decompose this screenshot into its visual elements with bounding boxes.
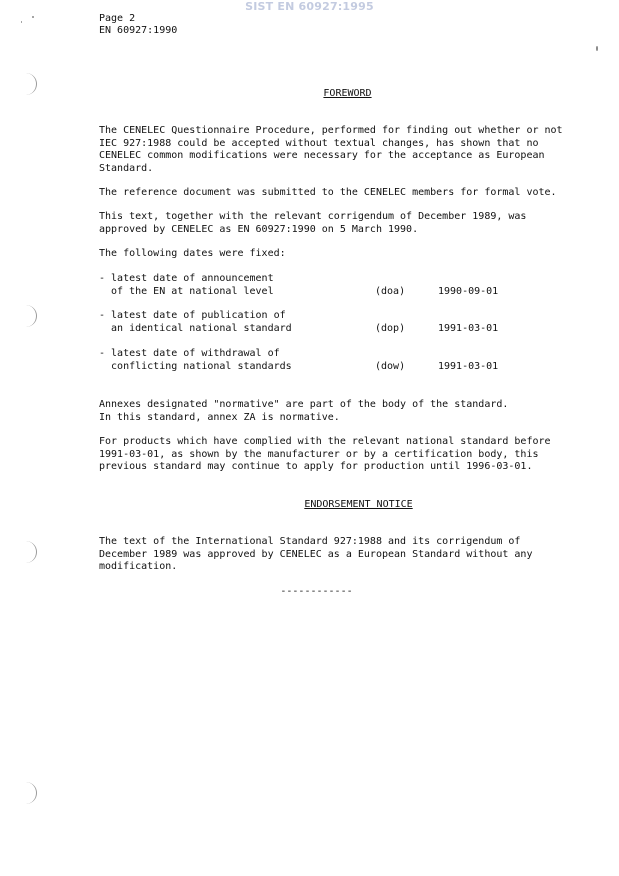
date-value: 1991-03-01 [438, 323, 499, 334]
punch-hole-mark [26, 782, 37, 804]
foreword-heading: FOREWORD [323, 88, 372, 99]
punch-hole-mark [26, 541, 37, 563]
punch-hole-mark [26, 305, 37, 327]
document-reference: EN 60927:1990 [99, 25, 178, 36]
date-item-label: of the EN at national level [99, 286, 274, 297]
watermark: SIST EN 60927:1995 [245, 0, 374, 13]
date-item-dop [99, 310, 559, 336]
date-item-label: - latest date of withdrawal of [99, 348, 280, 359]
foreword-paragraph-reference: The reference document was submitted to the CENELEC members for formal vote. [99, 187, 557, 198]
foreword-paragraph-dates-intro: The following dates were fixed: [99, 248, 286, 259]
foreword-paragraph-approval: This text, together with the relevant corrigendum of December 1989, was approved by CENELEC as EN 60927:1990 on 5 March 1990. [99, 211, 527, 235]
date-item-dow [99, 348, 559, 374]
date-item-label: - latest date of announcement [99, 273, 274, 284]
scan-speck [32, 16, 34, 18]
endorsement-heading: ENDORSEMENT NOTICE [304, 499, 413, 510]
date-item-doa [99, 273, 559, 299]
date-item-label: an identical national standard [99, 323, 292, 334]
date-code: (dop) [375, 323, 406, 334]
date-code: (dow) [375, 361, 406, 372]
end-rule: ------------ [280, 586, 353, 597]
scan-speck [21, 21, 22, 23]
date-value: 1990-09-01 [438, 286, 499, 297]
endorsement-paragraph: The text of the International Standard 927:1988 and its corrigendum of December 1989 was approved by CENELEC as a European Standard without any modification. [99, 536, 533, 572]
punch-hole-mark [26, 73, 37, 95]
scan-speck [596, 46, 598, 51]
foreword-paragraph-questionnaire: The CENELEC Questionnaire Procedure, performed for finding out whether or not IEC 927:1988 could be accepted without textual changes, has shown that no CENELEC common modifications were necessary for the acceptance as European Standard. [99, 125, 563, 174]
foreword-paragraph-transition: For products which have complied with the relevant national standard before 1991-03-01, as shown by the manufacturer or by a certification body, this previous standard may continue to apply for production until 1996-03-01. [99, 436, 551, 472]
date-value: 1991-03-01 [438, 361, 499, 372]
page-number: Page 2 [99, 13, 136, 24]
date-code: (doa) [375, 286, 406, 297]
foreword-paragraph-annexes: Annexes designated "normative" are part of the body of the standard. In this standard, annex ZA is normative. [99, 399, 509, 423]
date-item-label: conflicting national standards [99, 361, 292, 372]
date-item-label: - latest date of publication of [99, 310, 286, 321]
